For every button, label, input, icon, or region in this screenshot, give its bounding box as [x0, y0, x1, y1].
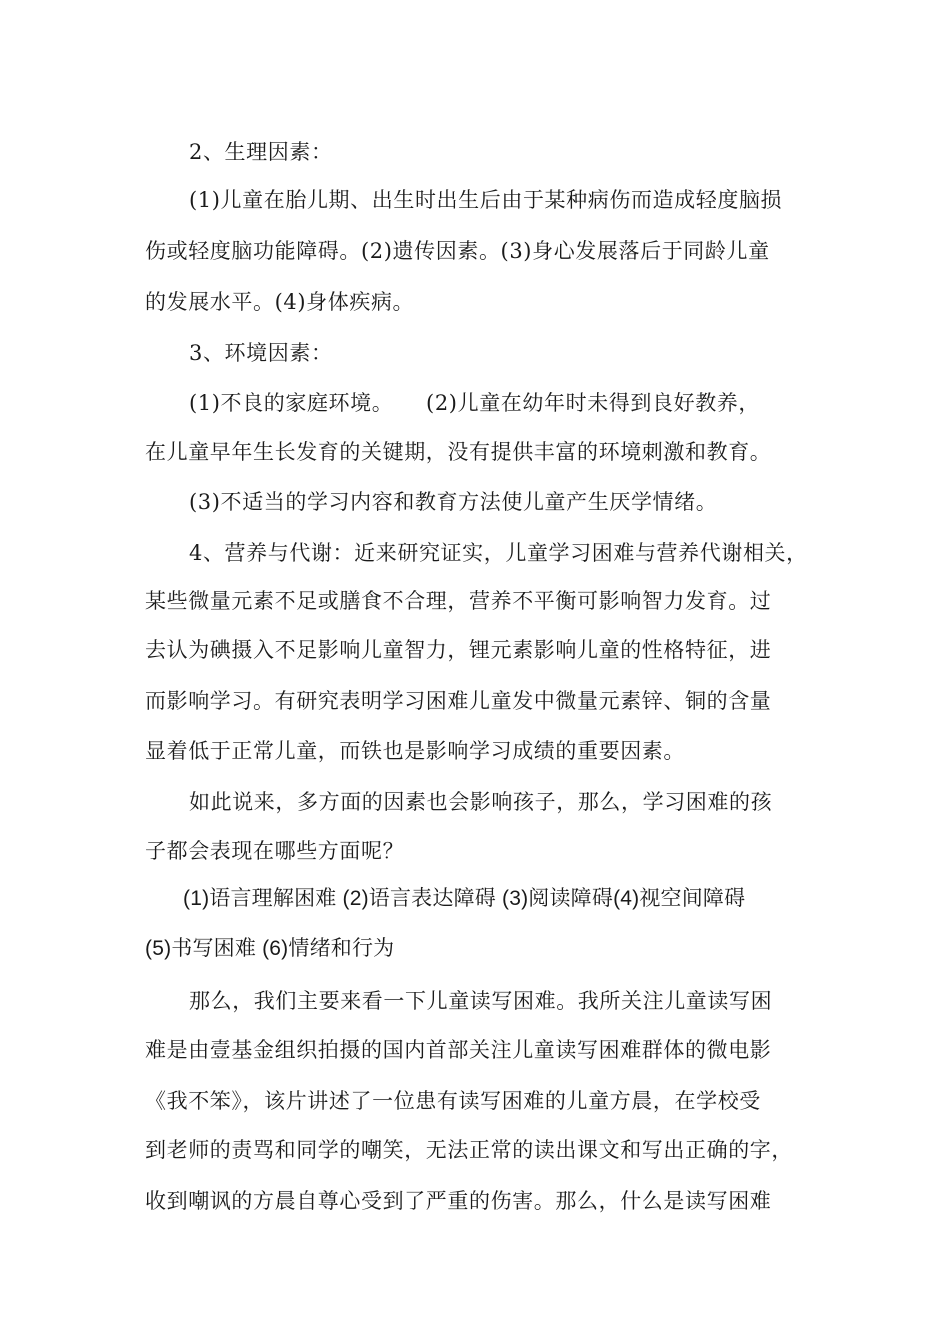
paragraph-line: 某些微量元素不足或膳食不合理，营养不平衡可影响智力发育。过: [145, 589, 772, 613]
paragraph-line: 那么，我们主要来看一下儿童读写困难。我所关注儿童读写困: [189, 989, 773, 1013]
difficulty-list-line: (1)语言理解困难 (2)语言表达障碍 (3)阅读障碍(4)视空间障碍: [183, 887, 746, 910]
paragraph-line: (3)不适当的学习内容和教育方法使儿童产生厌学情绪。: [189, 490, 718, 514]
paragraph-line: 难是由壹基金组织拍摄的国内首部关注儿童读写困难群体的微电影: [145, 1038, 772, 1062]
paragraph-line: 到老师的责骂和同学的嘲笑，无法正常的读出课文和写出正确的字，: [145, 1138, 793, 1162]
difficulty-list-line: (5)书写困难 (6)情绪和行为: [145, 937, 395, 960]
paragraph-line: 的发展水平。(4)身体疾病。: [145, 290, 415, 314]
paragraph-line: 去认为碘摄入不足影响儿童智力，锂元素影响儿童的性格特征，进: [145, 638, 772, 662]
paragraph-line: 伤或轻度脑功能障碍。(2)遗传因素。(3)身心发展落后于同龄儿童: [145, 239, 770, 263]
heading-environmental-factors: 3、环境因素：: [189, 341, 333, 365]
paragraph-line: 子都会表现在哪些方面呢？: [145, 839, 405, 863]
paragraph-line: 如此说来，多方面的因素也会影响孩子，那么，学习困难的孩: [189, 790, 773, 814]
paragraph-line: (1)不良的家庭环境。 (2)儿童在幼年时未得到良好教养，: [189, 391, 760, 415]
paragraph-line: 收到嘲讽的方晨自尊心受到了严重的伤害。那么，什么是读写困难: [145, 1189, 772, 1213]
paragraph-line: 在儿童早年生长发育的关键期，没有提供丰富的环境刺激和教育。: [145, 440, 772, 464]
heading-nutrition-metabolism: 4、营养与代谢：近来研究证实，儿童学习困难与营养代谢相关，: [189, 541, 808, 565]
paragraph-line: (1)儿童在胎儿期、出生时出生后由于某种病伤而造成轻度脑损: [189, 188, 783, 212]
heading-physiological-factors: 2、生理因素：: [189, 140, 333, 164]
paragraph-line: 《我不笨》，该片讲述了一位患有读写困难的儿童方晨，在学校受: [145, 1089, 761, 1113]
paragraph-line: 显着低于正常儿童，而铁也是影响学习成绩的重要因素。: [145, 739, 685, 763]
paragraph-line: 而影响学习。有研究表明学习困难儿童发中微量元素锌、铜的含量: [145, 689, 772, 713]
